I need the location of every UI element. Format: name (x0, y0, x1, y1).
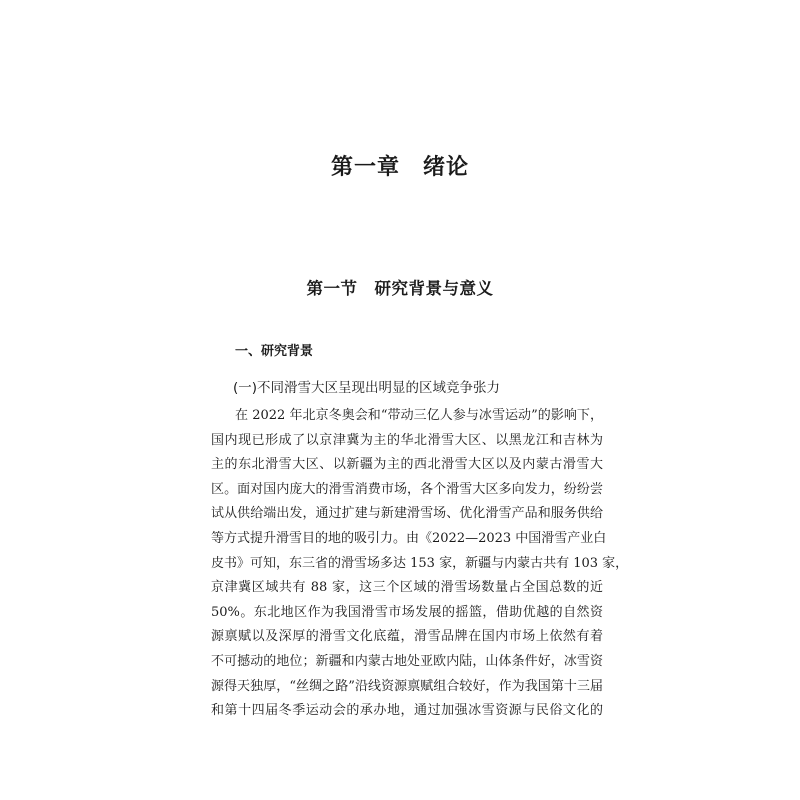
paragraph-line: 主的东北滑雪大区、以新疆为主的西北滑雪大区以及内蒙古滑雪大 (211, 457, 603, 473)
subsubsection-heading: (一)不同滑雪大区呈现出明显的区域竞争张力 (233, 380, 501, 396)
chapter-title: 第一章 绪论 (330, 154, 469, 180)
section-title: 第一节 研究背景与意义 (306, 279, 494, 298)
paragraph-line: 源禀赋以及深厚的滑雪文化底蕴，滑雪品牌在国内市场上依然有着 (211, 629, 603, 645)
paragraph-line: 和第十四届冬季运动会的承办地，通过加强冰雪资源与民俗文化的 (211, 703, 603, 719)
paragraph-line: 不可撼动的地位；新疆和内蒙古地处亚欧内陆，山体条件好，冰雪资 (211, 653, 603, 669)
subsection-heading: 一、研究背景 (235, 344, 314, 359)
paragraph-line: 试从供给端出发，通过扩建与新建滑雪场、优化滑雪产品和服务供给 (211, 506, 603, 522)
paragraph-line: 源得天独厚，“丝绸之路”沿线资源禀赋组合较好，作为我国第十三届 (211, 678, 603, 694)
body-paragraph (211, 404, 629, 724)
paragraph-line: 皮书》可知，东三省的滑雪场多达 153 家，新疆与内蒙古共有 103 家， (211, 555, 629, 571)
paragraph-line: 京津冀区域共有 88 家，这三个区域的滑雪场数量占全国总数的近 (211, 580, 603, 596)
paragraph-line: 国内现已形成了以京津冀为主的华北滑雪大区、以黑龙江和吉林为 (211, 432, 603, 448)
paragraph-line: 在 2022 年北京冬奥会和“带动三亿人参与冰雪运动”的影响下， (235, 408, 603, 423)
paragraph-line: 等方式提升滑雪目的地的吸引力。由《2022—2023 中国滑雪产业白 (211, 530, 607, 546)
paragraph-line: 区。面对国内庞大的滑雪消费市场，各个滑雪大区多向发力，纷纷尝 (211, 481, 603, 497)
paragraph-line: 50%。东北地区作为我国滑雪市场发展的摇篮，借助优越的自然资 (211, 604, 603, 620)
